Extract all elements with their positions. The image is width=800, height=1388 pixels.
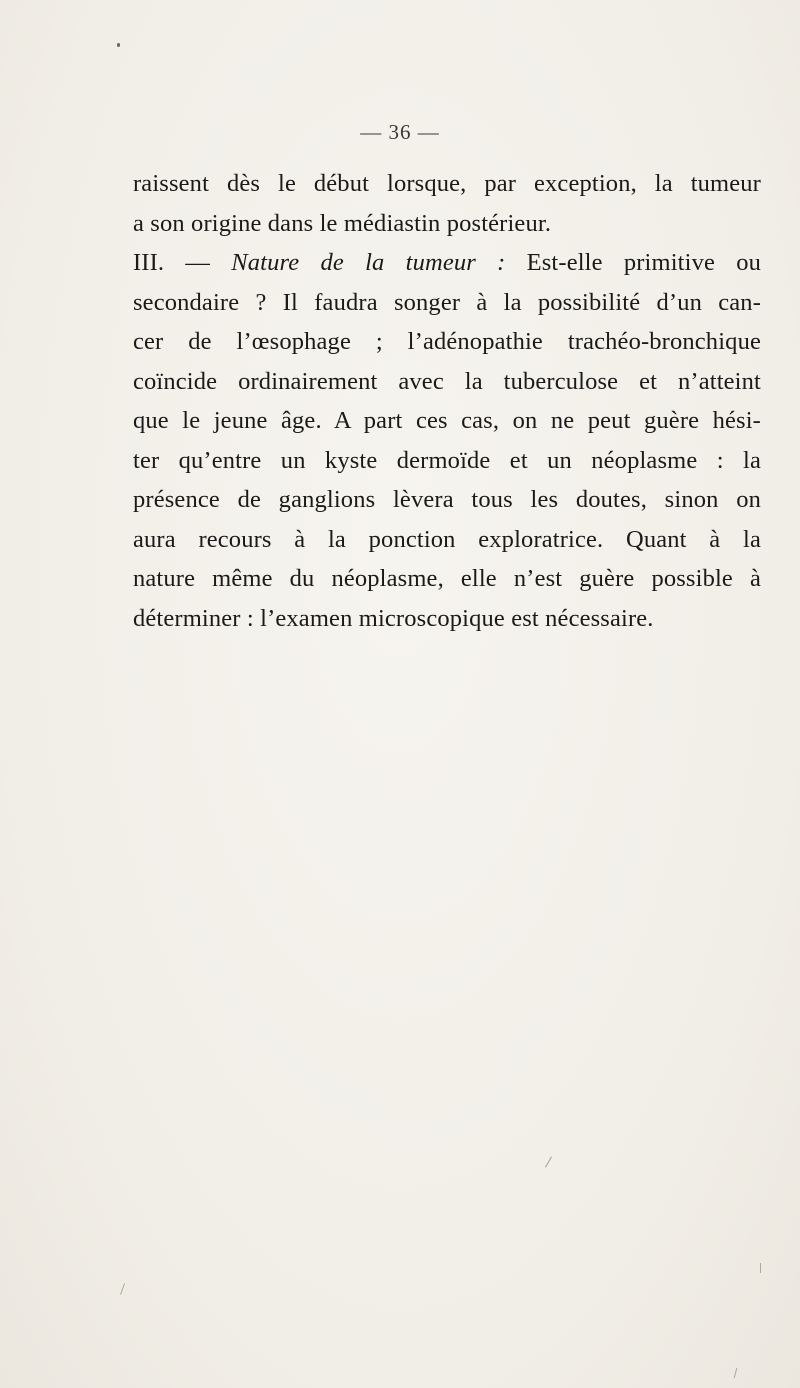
line-text: que le jeune âge. A part ces cas, on ne peut guère hési- [133,407,761,434]
line-text: raissent dès le début lorsque, par exception, la tumeur [133,170,761,197]
text-line [133,599,761,639]
line-text: présence de ganglions lèvera tous les doutes, sinon on [133,486,761,513]
body-paragraphs [133,164,761,638]
text-line [133,559,761,599]
line-text: secondaire ? Il faudra songer à la possibilité d’un can- [133,288,761,316]
text-line [133,204,761,244]
scan-speck [760,1263,761,1273]
italic-heading-text: Nature de la tumeur : [231,249,506,276]
text-line [133,401,761,441]
text-line [133,441,761,481]
text-line [133,243,761,283]
scan-speck [117,43,120,47]
text-line [133,283,761,323]
page-number-header: — 36 — [360,120,440,144]
line-text: déterminer : l’examen microscopique est nécessaire. [133,604,654,632]
line-text: cer de l’œsophage ; l’adénopathie trachéo-bronchique [133,328,761,355]
line-text: Est-elle primitive ou [505,249,761,276]
line-text: ter qu’entre un kyste dermoïde et un néoplasme : la [133,446,761,474]
line-text: aura recours à la ponction exploratrice. Quant à la [133,525,761,553]
scan-speck [120,1283,125,1295]
scan-speck [734,1368,738,1378]
line-text: coïncide ordinairement avec la tuberculose et n’atteint [133,367,761,395]
text-line [133,322,761,362]
line-text: III. — [133,249,232,276]
text-line [133,362,761,402]
text-line [133,164,761,204]
text-line [133,480,761,520]
line-text: a son origine dans le médiastin postérieur. [133,209,552,237]
scan-speck [545,1157,552,1168]
text-line [133,520,761,560]
line-text: nature même du néoplasme, elle n’est guère possible à [133,565,761,592]
